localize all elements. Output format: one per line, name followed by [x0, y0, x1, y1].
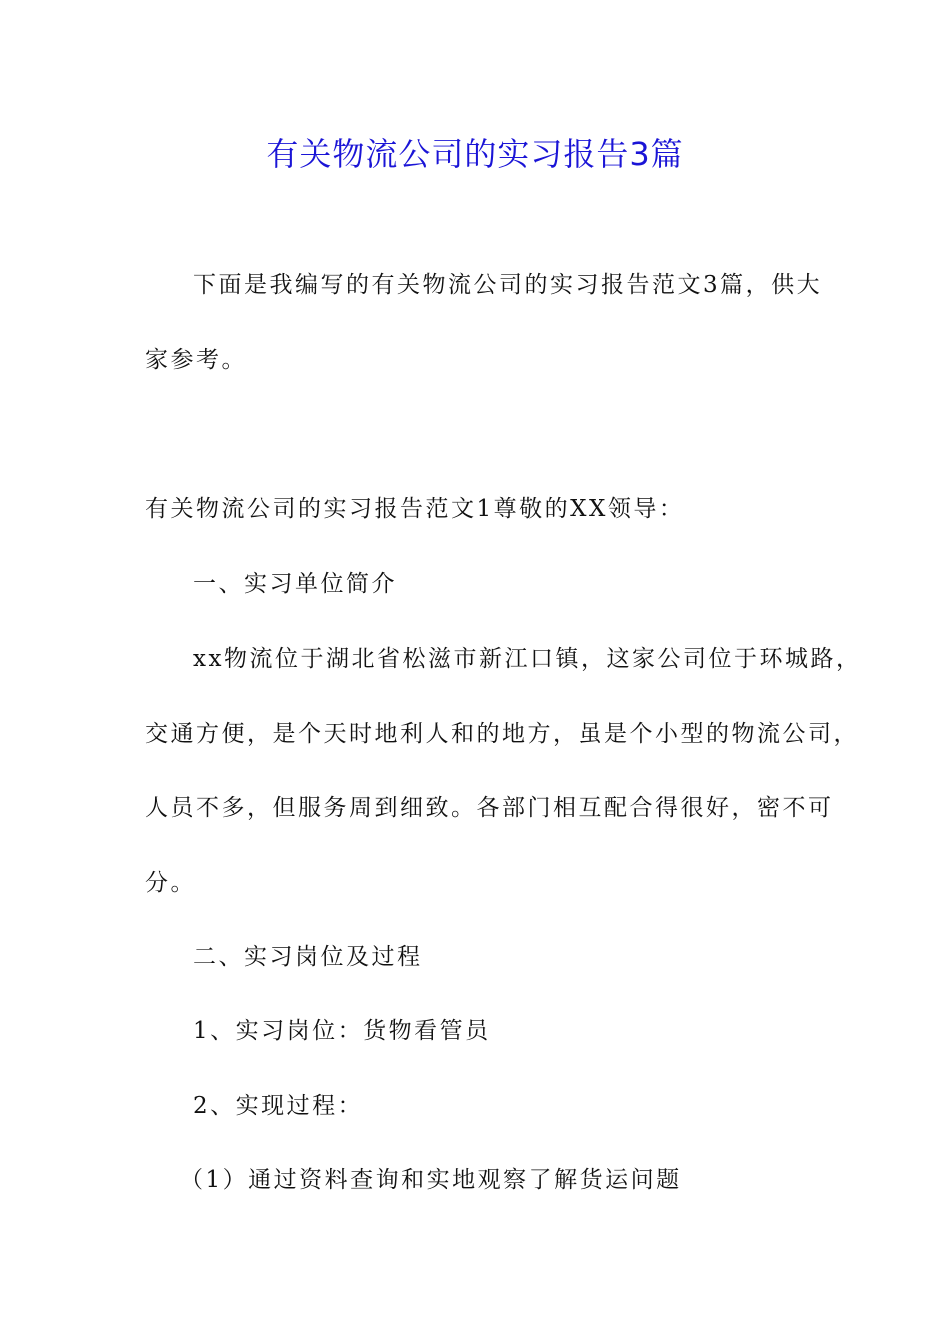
intro-line-2: 家参考。: [145, 347, 247, 373]
part2-heading: 二、实习岗位及过程: [193, 944, 423, 970]
section-heading: 有关物流公司的实习报告范文1尊敬的XX领导：: [145, 496, 685, 522]
part1-paragraph-line-2: 交通方便，是个天时地利人和的地方，虽是个小型的物流公司，: [145, 721, 859, 747]
document-title: 有关物流公司的实习报告3篇: [266, 135, 684, 173]
part1-paragraph-line-1: xx物流位于湖北省松滋市新江口镇，这家公司位于环城路，: [193, 646, 862, 672]
part1-heading: 一、实习单位简介: [193, 571, 397, 597]
part2-item-2: 2、实现过程：: [193, 1093, 364, 1119]
part1-paragraph-line-4: 分。: [145, 870, 196, 896]
part1-paragraph-line-3: 人员不多，但服务周到细致。各部门相互配合得很好，密不可: [145, 795, 834, 821]
intro-line-1: 下面是我编写的有关物流公司的实习报告范文3篇，供大: [193, 272, 823, 298]
part2-subitem-1: （1）通过资料查询和实地观察了解货运问题: [180, 1167, 682, 1193]
part2-item-1: 1、实习岗位：货物看管员: [193, 1018, 491, 1044]
